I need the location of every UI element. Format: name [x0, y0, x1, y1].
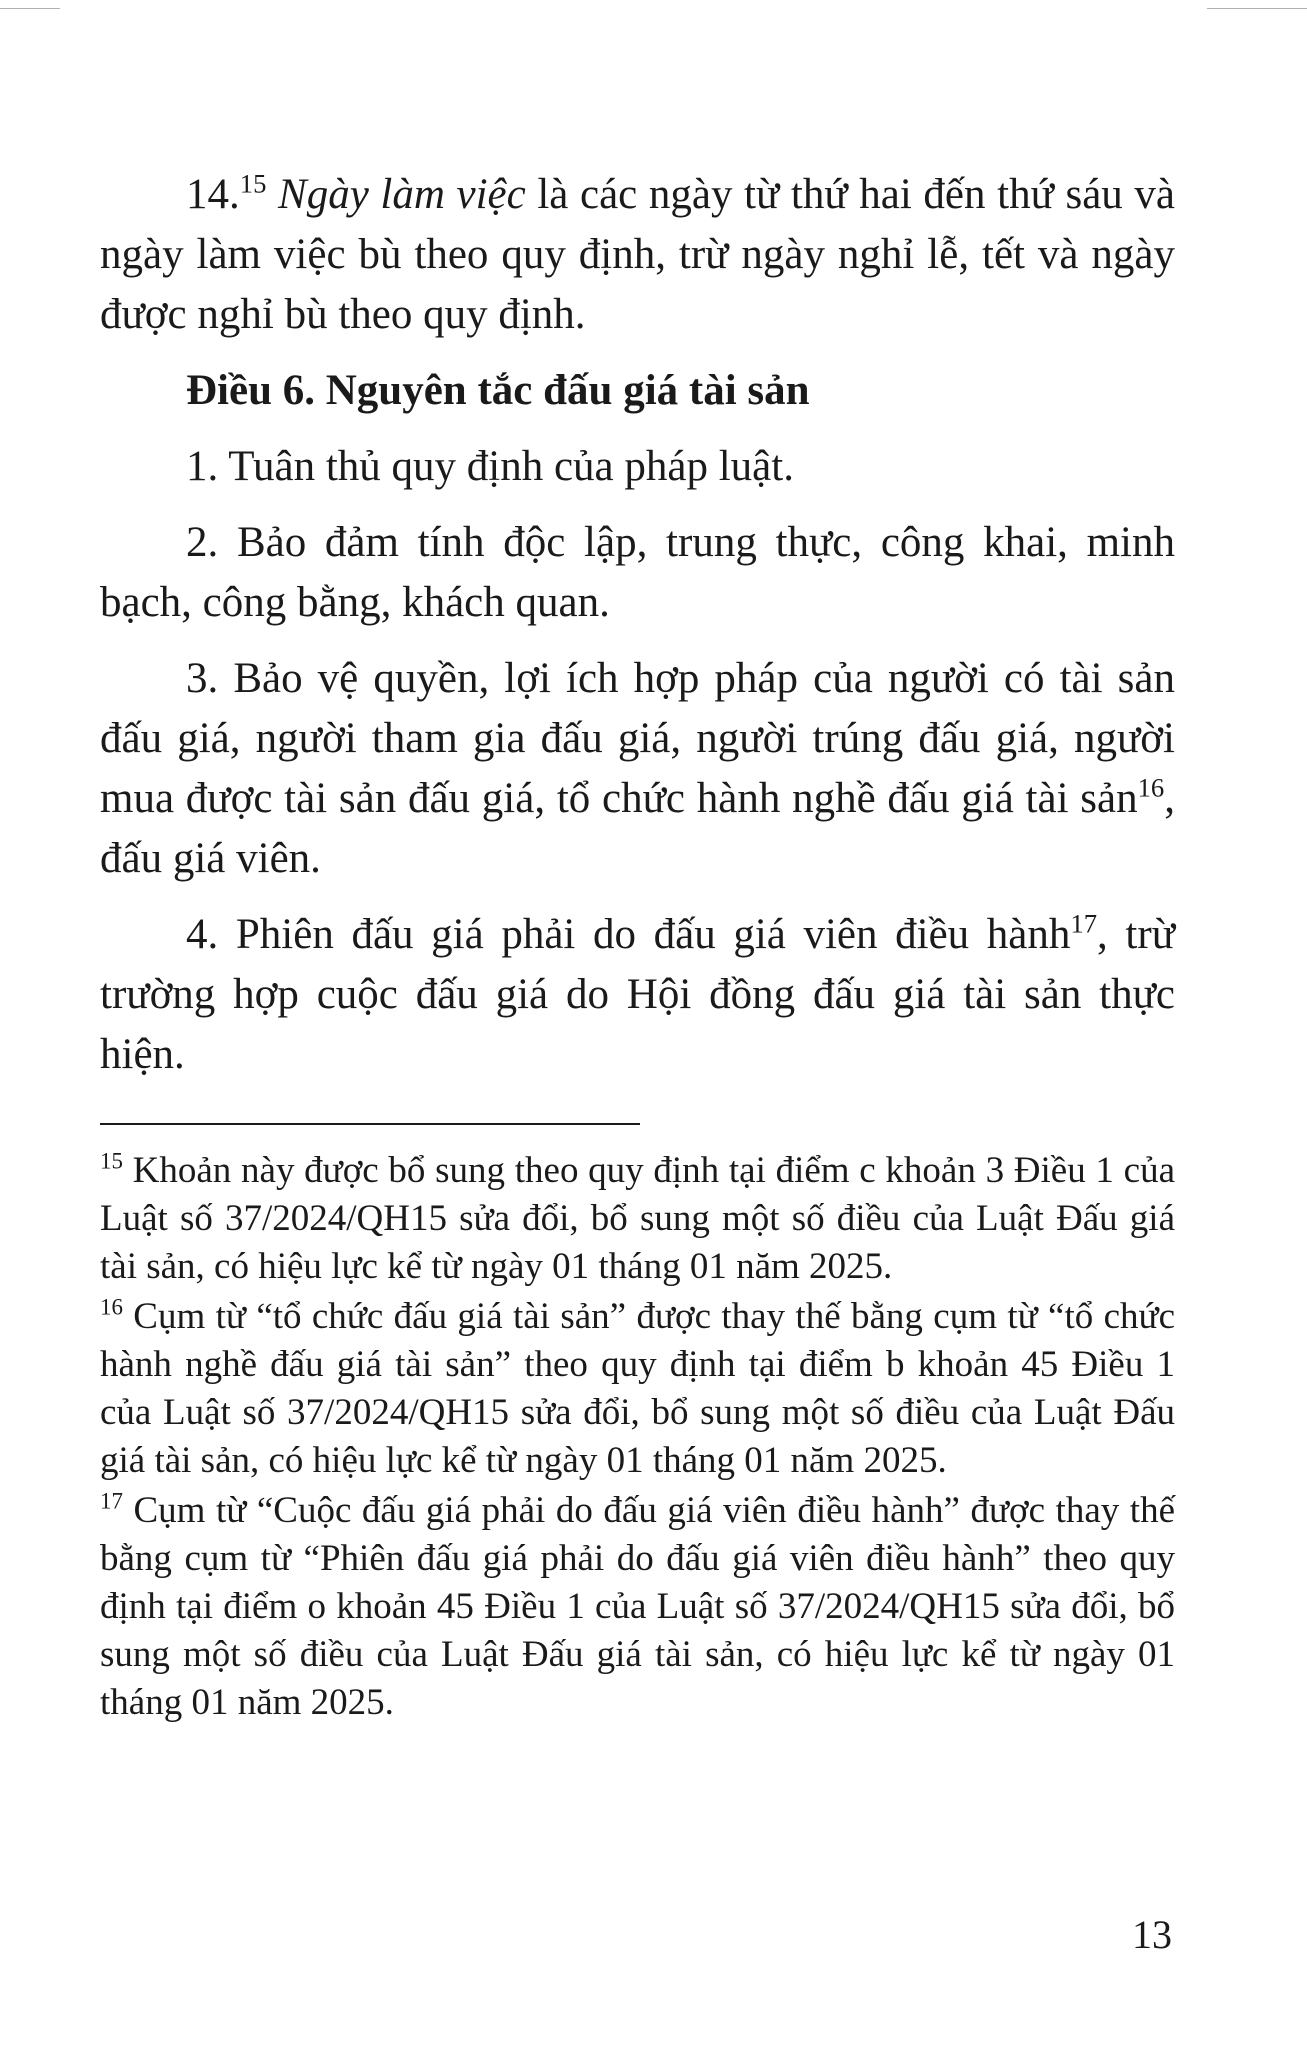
article-item-3 [100, 649, 1175, 889]
page-content [100, 165, 1175, 1729]
footnote-text: Khoản này được bổ sung theo quy định tại điểm c khoản 3 Điều 1 của Luật số 37/2024/QH15 sửa đổi, bổ sung một số điều của Luật Đấu giá tài sản, có hiệu lực kể từ ngày 01 tháng 01 năm 2025. [100, 1150, 1175, 1287]
article-item-2: 2. Bảo đảm tính độc lập, trung thực, công khai, minh bạch, công bằng, khách quan. [100, 519, 1175, 626]
footnote-16 [100, 1293, 1175, 1485]
footnote-mark: 15 [100, 1148, 123, 1174]
footnote-mark: 16 [100, 1294, 123, 1320]
article-item-4 [100, 905, 1175, 1085]
scan-edge-line-left [0, 8, 60, 9]
footnote-divider [100, 1123, 640, 1125]
footnote-text: Cụm từ “tổ chức đấu giá tài sản” được thay thế bằng cụm từ “tổ chức hành nghề đấu giá tài sản” theo quy định tại điểm b khoản 45 Điều 1 của Luật số 37/2024/QH15 sửa đổi, bổ sung một số điều của Luật Đấu giá tài sản, có hiệu lực kể từ ngày 01 tháng 01 năm 2025. [100, 1296, 1175, 1481]
footnote-ref-17[interactable]: 17 [1070, 908, 1098, 939]
footnote-mark: 17 [100, 1488, 123, 1514]
clause-number: 14. [186, 171, 240, 218]
item-4-text-end: , trừ trường hợp cuộc đấu giá do Hội đồng đấu giá tài sản thực hiện. [100, 911, 1175, 1078]
article-heading: Điều 6. Nguyên tắc đấu giá tài sản [186, 367, 810, 414]
item-3-text: 3. Bảo vệ quyền, lợi ích hợp pháp của người có tài sản đấu giá, người tham gia đấu giá, người trúng đấu giá, người mua được tài sản đấu giá, tổ chức hành nghề đấu giá tài sản [100, 655, 1175, 822]
page-number: 13 [1132, 1912, 1172, 1957]
footnote-ref-16[interactable]: 16 [1137, 772, 1165, 803]
footnote-text: Cụm từ “Cuộc đấu giá phải do đấu giá viên điều hành” được thay thế bằng cụm từ “Phiên đấu giá phải do đấu giá viên điều hành” theo quy định tại điểm o khoản 45 Điều 1 của Luật số 37/2024/QH15 sửa đổi, bổ sung một số điều của Luật Đấu giá tài sản, có hiệu lực kể từ ngày 01 tháng 01 năm 2025. [100, 1490, 1175, 1723]
item-4-text: 4. Phiên đấu giá phải do đấu giá viên điều hành [186, 911, 1071, 958]
footnote-15 [100, 1147, 1175, 1291]
footnote-17 [100, 1487, 1175, 1727]
footnote-ref-15[interactable]: 15 [239, 168, 267, 199]
clause-14 [100, 165, 1175, 345]
article-item-1: 1. Tuân thủ quy định của pháp luật. [186, 443, 794, 490]
defined-term: Ngày làm việc [278, 171, 526, 218]
clause-text: là các ngày từ thứ hai đến thứ sáu và ngày làm việc bù theo quy định, trừ ngày nghỉ lễ, tết và ngày được nghỉ bù theo quy định. [100, 171, 1176, 338]
item-3-text-end: , đấu giá viên. [100, 775, 1175, 882]
scan-edge-line-right [1207, 8, 1307, 9]
